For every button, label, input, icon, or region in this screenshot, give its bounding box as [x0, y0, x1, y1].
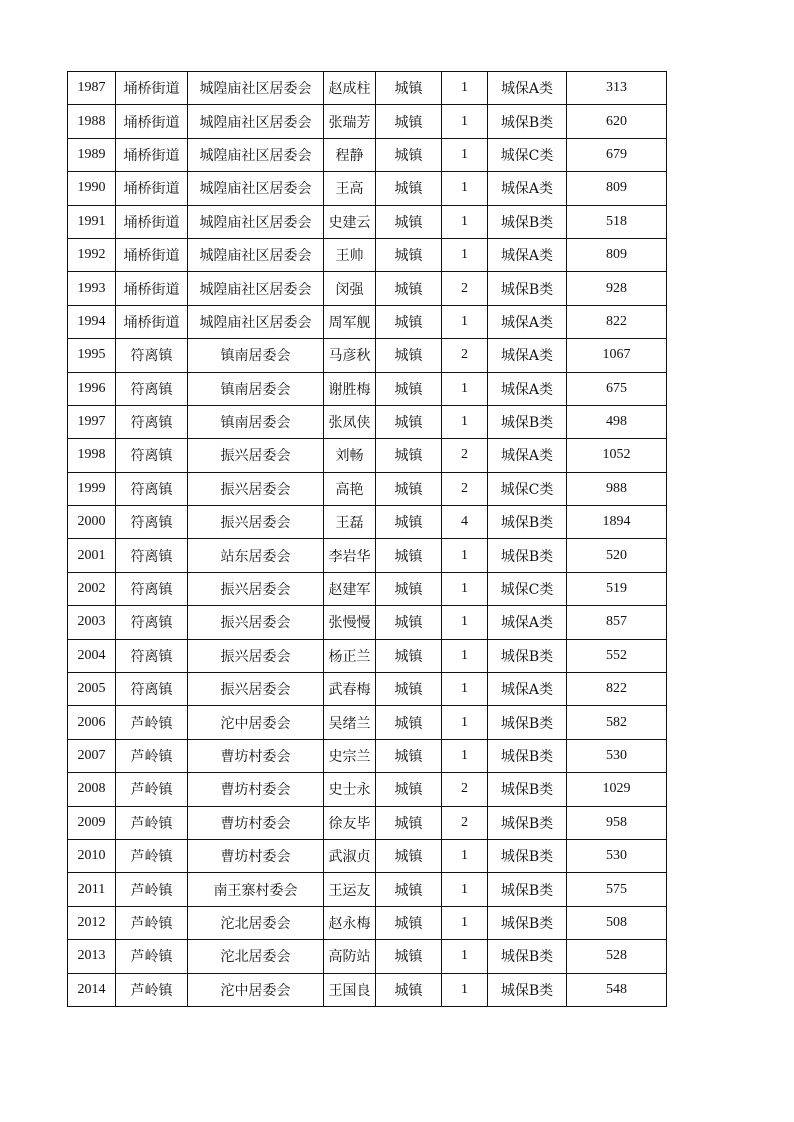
- cell-category: 城保B类: [488, 739, 567, 772]
- cell-street: 埇桥街道: [116, 205, 188, 238]
- cell-amount: 809: [567, 172, 667, 205]
- cell-household-type: 城镇: [376, 906, 442, 939]
- cell-street: 符离镇: [116, 339, 188, 372]
- table-row: [68, 773, 667, 806]
- cell-street: 芦岭镇: [116, 906, 188, 939]
- cell-person-count: 1: [442, 372, 488, 405]
- cell-id: 2012: [68, 906, 116, 939]
- cell-household-type: 城镇: [376, 839, 442, 872]
- cell-community: 曹坊村委会: [188, 739, 324, 772]
- cell-id: 1989: [68, 138, 116, 171]
- cell-household-type: 城镇: [376, 405, 442, 438]
- cell-household-type: 城镇: [376, 606, 442, 639]
- cell-street: 芦岭镇: [116, 973, 188, 1006]
- cell-name: 吴绪兰: [324, 706, 376, 739]
- table-row: [68, 138, 667, 171]
- cell-community: 沱北居委会: [188, 906, 324, 939]
- cell-person-count: 1: [442, 673, 488, 706]
- table-row: [68, 839, 667, 872]
- cell-person-count: 1: [442, 238, 488, 271]
- table-row: [68, 372, 667, 405]
- cell-id: 2000: [68, 506, 116, 539]
- cell-category: 城保A类: [488, 673, 567, 706]
- cell-street: 埇桥街道: [116, 305, 188, 338]
- cell-street: 埇桥街道: [116, 172, 188, 205]
- cell-amount: 1052: [567, 439, 667, 472]
- cell-person-count: 1: [442, 572, 488, 605]
- cell-id: 1999: [68, 472, 116, 505]
- cell-id: 2002: [68, 572, 116, 605]
- cell-street: 埇桥街道: [116, 138, 188, 171]
- cell-household-type: 城镇: [376, 572, 442, 605]
- cell-person-count: 2: [442, 439, 488, 472]
- cell-household-type: 城镇: [376, 372, 442, 405]
- cell-name: 王高: [324, 172, 376, 205]
- cell-name: 王国良: [324, 973, 376, 1006]
- cell-category: 城保A类: [488, 439, 567, 472]
- cell-name: 高艳: [324, 472, 376, 505]
- cell-person-count: 1: [442, 839, 488, 872]
- cell-amount: 313: [567, 72, 667, 105]
- cell-community: 振兴居委会: [188, 606, 324, 639]
- table-row: [68, 973, 667, 1006]
- table-row: [68, 439, 667, 472]
- cell-street: 符离镇: [116, 673, 188, 706]
- cell-household-type: 城镇: [376, 172, 442, 205]
- cell-category: 城保B类: [488, 405, 567, 438]
- cell-id: 1995: [68, 339, 116, 372]
- cell-name: 王磊: [324, 506, 376, 539]
- cell-community: 曹坊村委会: [188, 839, 324, 872]
- cell-amount: 988: [567, 472, 667, 505]
- cell-person-count: 2: [442, 339, 488, 372]
- cell-person-count: 1: [442, 405, 488, 438]
- cell-amount: 508: [567, 906, 667, 939]
- cell-person-count: 1: [442, 138, 488, 171]
- cell-name: 杨正兰: [324, 639, 376, 672]
- cell-id: 1996: [68, 372, 116, 405]
- table-row: [68, 673, 667, 706]
- cell-name: 李岩华: [324, 539, 376, 572]
- table-row: [68, 472, 667, 505]
- cell-name: 赵建军: [324, 572, 376, 605]
- table-row: [68, 105, 667, 138]
- records-table-body: [68, 72, 667, 1007]
- cell-household-type: 城镇: [376, 472, 442, 505]
- cell-name: 王帅: [324, 238, 376, 271]
- cell-name: 谢胜梅: [324, 372, 376, 405]
- cell-name: 赵成柱: [324, 72, 376, 105]
- cell-household-type: 城镇: [376, 272, 442, 305]
- cell-household-type: 城镇: [376, 506, 442, 539]
- cell-category: 城保B类: [488, 506, 567, 539]
- cell-community: 振兴居委会: [188, 639, 324, 672]
- cell-person-count: 4: [442, 506, 488, 539]
- cell-household-type: 城镇: [376, 305, 442, 338]
- cell-amount: 809: [567, 238, 667, 271]
- cell-person-count: 1: [442, 873, 488, 906]
- cell-street: 符离镇: [116, 472, 188, 505]
- cell-name: 高防站: [324, 940, 376, 973]
- cell-name: 徐友毕: [324, 806, 376, 839]
- cell-person-count: 1: [442, 940, 488, 973]
- cell-street: 芦岭镇: [116, 706, 188, 739]
- cell-category: 城保C类: [488, 472, 567, 505]
- cell-name: 武淑贞: [324, 839, 376, 872]
- cell-name: 王运友: [324, 873, 376, 906]
- cell-community: 沱中居委会: [188, 973, 324, 1006]
- cell-id: 2001: [68, 539, 116, 572]
- cell-community: 镇南居委会: [188, 405, 324, 438]
- table-row: [68, 940, 667, 973]
- cell-name: 史建云: [324, 205, 376, 238]
- cell-category: 城保B类: [488, 539, 567, 572]
- cell-amount: 528: [567, 940, 667, 973]
- table-row: [68, 238, 667, 271]
- cell-id: 1997: [68, 405, 116, 438]
- cell-household-type: 城镇: [376, 205, 442, 238]
- cell-street: 芦岭镇: [116, 839, 188, 872]
- cell-amount: 620: [567, 105, 667, 138]
- cell-amount: 530: [567, 739, 667, 772]
- cell-id: 2009: [68, 806, 116, 839]
- cell-household-type: 城镇: [376, 773, 442, 806]
- cell-name: 张瑞芳: [324, 105, 376, 138]
- cell-amount: 675: [567, 372, 667, 405]
- cell-amount: 679: [567, 138, 667, 171]
- cell-community: 南王寨村委会: [188, 873, 324, 906]
- table-row: [68, 806, 667, 839]
- cell-amount: 498: [567, 405, 667, 438]
- cell-category: 城保B类: [488, 906, 567, 939]
- table-row: [68, 639, 667, 672]
- cell-street: 芦岭镇: [116, 806, 188, 839]
- cell-name: 马彦秋: [324, 339, 376, 372]
- cell-street: 符离镇: [116, 439, 188, 472]
- cell-id: 1992: [68, 238, 116, 271]
- cell-community: 镇南居委会: [188, 339, 324, 372]
- cell-category: 城保B类: [488, 639, 567, 672]
- cell-category: 城保A类: [488, 238, 567, 271]
- cell-household-type: 城镇: [376, 706, 442, 739]
- cell-household-type: 城镇: [376, 940, 442, 973]
- cell-id: 2007: [68, 739, 116, 772]
- cell-person-count: 1: [442, 706, 488, 739]
- cell-household-type: 城镇: [376, 539, 442, 572]
- cell-community: 振兴居委会: [188, 572, 324, 605]
- cell-community: 振兴居委会: [188, 673, 324, 706]
- table-row: [68, 405, 667, 438]
- cell-person-count: 1: [442, 973, 488, 1006]
- cell-amount: 928: [567, 272, 667, 305]
- cell-name: 武春梅: [324, 673, 376, 706]
- table-row: [68, 873, 667, 906]
- cell-amount: 822: [567, 673, 667, 706]
- cell-category: 城保B类: [488, 973, 567, 1006]
- cell-street: 埇桥街道: [116, 272, 188, 305]
- cell-category: 城保B类: [488, 839, 567, 872]
- cell-household-type: 城镇: [376, 806, 442, 839]
- cell-id: 1988: [68, 105, 116, 138]
- cell-amount: 520: [567, 539, 667, 572]
- cell-amount: 548: [567, 973, 667, 1006]
- cell-community: 振兴居委会: [188, 506, 324, 539]
- table-row: [68, 339, 667, 372]
- cell-person-count: 2: [442, 806, 488, 839]
- cell-category: 城保A类: [488, 606, 567, 639]
- table-row: [68, 706, 667, 739]
- table-row: [68, 72, 667, 105]
- cell-category: 城保A类: [488, 172, 567, 205]
- cell-id: 2011: [68, 873, 116, 906]
- cell-category: 城保B类: [488, 873, 567, 906]
- cell-category: 城保C类: [488, 138, 567, 171]
- cell-person-count: 1: [442, 606, 488, 639]
- cell-name: 张凤侠: [324, 405, 376, 438]
- table-row: [68, 739, 667, 772]
- cell-household-type: 城镇: [376, 439, 442, 472]
- cell-id: 2005: [68, 673, 116, 706]
- cell-id: 1990: [68, 172, 116, 205]
- cell-community: 沱中居委会: [188, 706, 324, 739]
- cell-household-type: 城镇: [376, 673, 442, 706]
- cell-amount: 575: [567, 873, 667, 906]
- cell-name: 张慢慢: [324, 606, 376, 639]
- cell-street: 符离镇: [116, 372, 188, 405]
- cell-household-type: 城镇: [376, 973, 442, 1006]
- cell-id: 2008: [68, 773, 116, 806]
- cell-id: 2014: [68, 973, 116, 1006]
- cell-amount: 519: [567, 572, 667, 605]
- cell-person-count: 2: [442, 272, 488, 305]
- cell-street: 埇桥街道: [116, 72, 188, 105]
- cell-category: 城保B类: [488, 706, 567, 739]
- cell-person-count: 1: [442, 739, 488, 772]
- cell-person-count: 1: [442, 205, 488, 238]
- cell-id: 2013: [68, 940, 116, 973]
- cell-id: 2004: [68, 639, 116, 672]
- cell-id: 2003: [68, 606, 116, 639]
- cell-category: 城保A类: [488, 372, 567, 405]
- cell-street: 符离镇: [116, 539, 188, 572]
- cell-street: 芦岭镇: [116, 773, 188, 806]
- cell-amount: 822: [567, 305, 667, 338]
- cell-community: 城隍庙社区居委会: [188, 172, 324, 205]
- cell-community: 城隍庙社区居委会: [188, 272, 324, 305]
- cell-community: 曹坊村委会: [188, 773, 324, 806]
- cell-name: 史士永: [324, 773, 376, 806]
- cell-category: 城保A类: [488, 339, 567, 372]
- cell-person-count: 2: [442, 773, 488, 806]
- cell-street: 芦岭镇: [116, 739, 188, 772]
- cell-household-type: 城镇: [376, 105, 442, 138]
- cell-amount: 552: [567, 639, 667, 672]
- cell-name: 闵强: [324, 272, 376, 305]
- cell-person-count: 2: [442, 472, 488, 505]
- table-row: [68, 172, 667, 205]
- cell-street: 芦岭镇: [116, 873, 188, 906]
- cell-community: 镇南居委会: [188, 372, 324, 405]
- cell-amount: 958: [567, 806, 667, 839]
- cell-amount: 530: [567, 839, 667, 872]
- cell-id: 1993: [68, 272, 116, 305]
- cell-amount: 1894: [567, 506, 667, 539]
- table-row: [68, 272, 667, 305]
- cell-person-count: 1: [442, 639, 488, 672]
- cell-category: 城保B类: [488, 105, 567, 138]
- cell-household-type: 城镇: [376, 339, 442, 372]
- cell-amount: 582: [567, 706, 667, 739]
- cell-person-count: 1: [442, 539, 488, 572]
- cell-category: 城保A类: [488, 72, 567, 105]
- cell-amount: 857: [567, 606, 667, 639]
- cell-id: 1998: [68, 439, 116, 472]
- cell-street: 芦岭镇: [116, 940, 188, 973]
- cell-category: 城保B类: [488, 205, 567, 238]
- table-row: [68, 906, 667, 939]
- cell-community: 城隍庙社区居委会: [188, 105, 324, 138]
- cell-amount: 518: [567, 205, 667, 238]
- cell-name: 周军舰: [324, 305, 376, 338]
- cell-category: 城保B类: [488, 773, 567, 806]
- cell-community: 城隍庙社区居委会: [188, 72, 324, 105]
- cell-street: 符离镇: [116, 405, 188, 438]
- cell-community: 沱北居委会: [188, 940, 324, 973]
- cell-category: 城保A类: [488, 305, 567, 338]
- cell-community: 城隍庙社区居委会: [188, 205, 324, 238]
- records-table: [67, 71, 667, 1007]
- cell-person-count: 1: [442, 72, 488, 105]
- cell-amount: 1067: [567, 339, 667, 372]
- table-row: [68, 572, 667, 605]
- cell-id: 1994: [68, 305, 116, 338]
- cell-community: 城隍庙社区居委会: [188, 238, 324, 271]
- cell-community: 曹坊村委会: [188, 806, 324, 839]
- cell-person-count: 1: [442, 105, 488, 138]
- cell-id: 2010: [68, 839, 116, 872]
- cell-household-type: 城镇: [376, 739, 442, 772]
- cell-name: 程静: [324, 138, 376, 171]
- table-row: [68, 305, 667, 338]
- cell-street: 符离镇: [116, 639, 188, 672]
- table-row: [68, 539, 667, 572]
- cell-person-count: 1: [442, 172, 488, 205]
- cell-household-type: 城镇: [376, 238, 442, 271]
- cell-id: 2006: [68, 706, 116, 739]
- table-row: [68, 205, 667, 238]
- cell-street: 埇桥街道: [116, 238, 188, 271]
- table-row: [68, 606, 667, 639]
- cell-household-type: 城镇: [376, 873, 442, 906]
- cell-category: 城保B类: [488, 272, 567, 305]
- cell-street: 符离镇: [116, 572, 188, 605]
- cell-household-type: 城镇: [376, 639, 442, 672]
- cell-household-type: 城镇: [376, 138, 442, 171]
- cell-category: 城保C类: [488, 572, 567, 605]
- cell-category: 城保B类: [488, 940, 567, 973]
- cell-category: 城保B类: [488, 806, 567, 839]
- cell-community: 站东居委会: [188, 539, 324, 572]
- cell-street: 符离镇: [116, 506, 188, 539]
- cell-name: 刘畅: [324, 439, 376, 472]
- cell-amount: 1029: [567, 773, 667, 806]
- cell-household-type: 城镇: [376, 72, 442, 105]
- cell-street: 埇桥街道: [116, 105, 188, 138]
- table-row: [68, 506, 667, 539]
- cell-name: 史宗兰: [324, 739, 376, 772]
- cell-community: 城隍庙社区居委会: [188, 305, 324, 338]
- cell-community: 振兴居委会: [188, 472, 324, 505]
- cell-community: 城隍庙社区居委会: [188, 138, 324, 171]
- cell-person-count: 1: [442, 305, 488, 338]
- cell-name: 赵永梅: [324, 906, 376, 939]
- cell-id: 1987: [68, 72, 116, 105]
- cell-street: 符离镇: [116, 606, 188, 639]
- cell-id: 1991: [68, 205, 116, 238]
- cell-person-count: 1: [442, 906, 488, 939]
- cell-community: 振兴居委会: [188, 439, 324, 472]
